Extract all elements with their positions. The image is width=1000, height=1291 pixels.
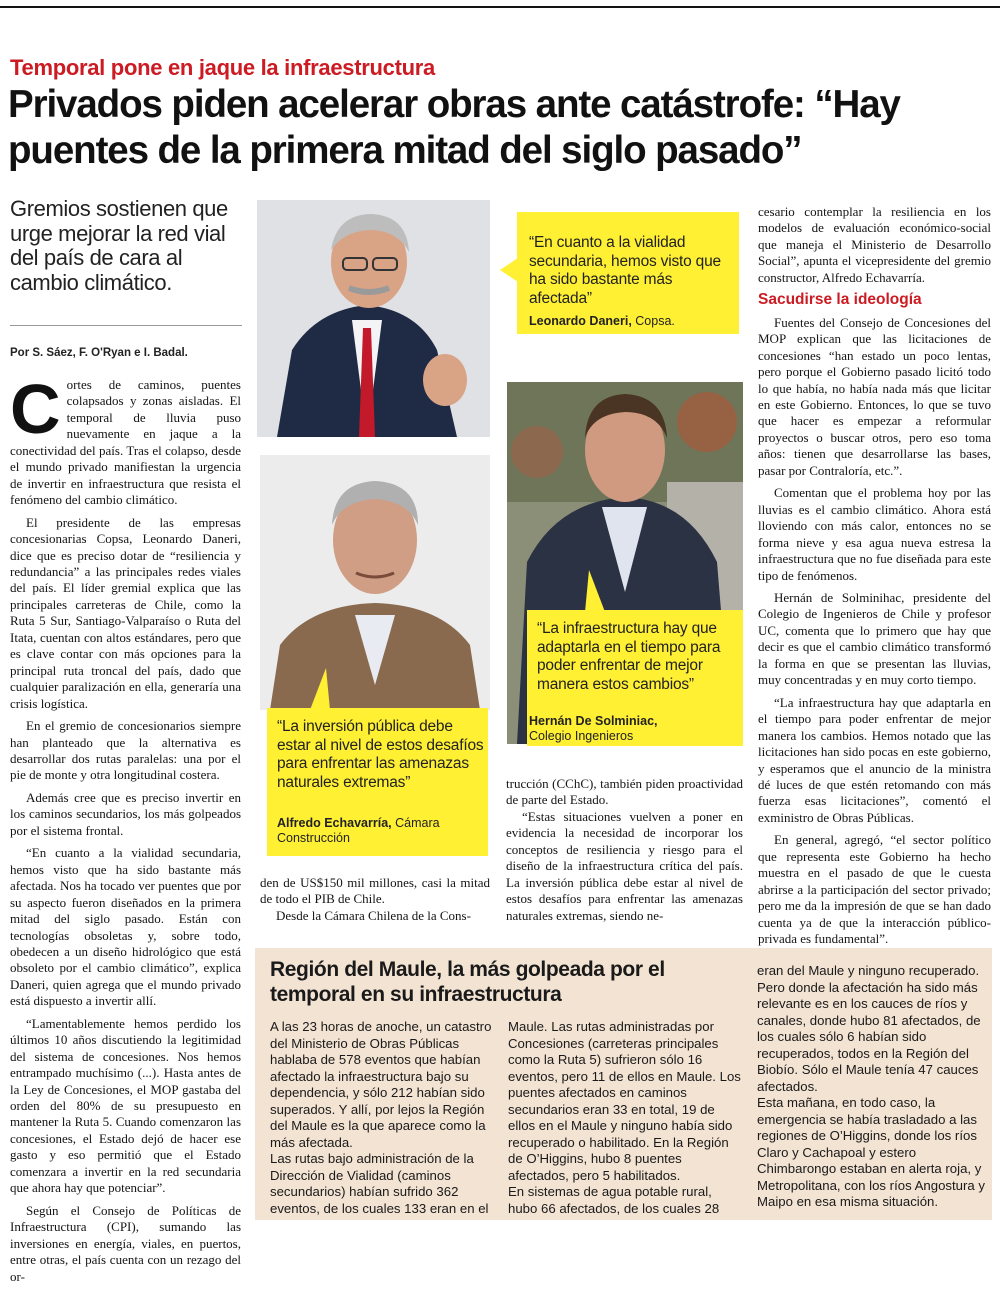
headline: Privados piden acelerar obras ante catástrofe: “Hay puentes de la primera mitad del siglo pasado” [8, 83, 900, 172]
paragraph: eran del Maule y ninguno recuperado. Pero donde la afectación ha sido más relevante es en los cauces de ríos y canales, donde hubo 81 afectados, de los cuales sólo 6 habían sido recuperados, todos en la Región del Biobío. Sólo el Maule tenía 47 cauces afectados. [757, 963, 981, 1094]
paragraph: Según el Consejo de Políticas de Infraestructura (CPI), sumando las inversiones en energía, viales, en puertos, entre otras, el país cuenta con un rezago del or- [10, 1202, 241, 1284]
quote-affiliation: Copsa. [635, 314, 675, 328]
paragraph: cesario contemplar la resiliencia en los modelos de evaluación económico-social que maneja el Ministerio de Desarrollo Social”, apunta el vicepresidente del gremio constructor, Alfredo Echavarría. [758, 204, 991, 285]
quote-affiliation: Cámara Construcción [277, 816, 440, 845]
photo-leonardo-daneri [257, 200, 490, 437]
paragraph: Hernán de Solminihac, presidente del Colegio de Ingenieros de Chile y profesor UC, comenta que lo primero que hay que decir es que el cambio climático transformó la forma en que se presentan las lluvias, muy concentradas y en muy corto tiempo. [758, 589, 991, 688]
quote-pointer [585, 570, 605, 612]
quote-attribution [529, 714, 739, 744]
divider [10, 325, 242, 326]
quote-name: Alfredo Echavarría, [277, 816, 392, 830]
dropcap: C [10, 370, 61, 448]
paragraph: Desde la Cámara Chilena de la Cons- [276, 907, 471, 923]
paragraph: Además cree que es preciso invertir en los caminos secundarios, los más golpeados por el sistema frontal. [10, 789, 241, 838]
box-column-3 [757, 963, 987, 1211]
quote-name: Leonardo Daneri, [529, 314, 632, 328]
quote-affiliation: Colegio Ingenieros [529, 729, 634, 743]
paragraph: Las rutas bajo administración de la Dirección de Vialidad (caminos secundarios) habían sufrido 362 eventos, de los cuales 133 eran en el [270, 1151, 489, 1216]
photo-alfredo-echavarria [260, 455, 490, 710]
paragraph: den de US$150 mil millones, casi la mitad de todo el PIB de Chile. [260, 875, 490, 907]
kicker: Temporal pone en jaque la infraestructura [10, 55, 435, 80]
top-rule [0, 6, 1000, 8]
paragraph: Fuentes del Consejo de Concesiones del MOP explican que las licitaciones de concesiones “han estado un poco lentas, pero porque el Gobierno pasado licitó todo lo que había, no había nada más que licitar en este Gobierno. Entonces, lo que se tuvo que hacer es empezar a reformular proyectos o buscar otros, pero eso toma años: tienen que desarrollarse las bases, pasar por Contraloría, etc.”. [758, 314, 991, 478]
body-column-2 [260, 875, 490, 924]
paragraph: Comentan que el problema hoy por las lluvias es el cambio climático. Ahora está lloviendo con más calor, entonces no se forma nieve y esa agua nueva estresa la infraestructura que no fue diseñada para este tipo de fenómenos. [758, 485, 991, 583]
box-title: Región del Maule, la más golpeada por el temporal en su infraestructura [270, 958, 665, 1006]
pull-quote-daneri [517, 212, 739, 334]
quote-text: “La infraestructura hay que adaptarla en el tiempo para poder enfrentar de mejor manera estos cambios” [537, 620, 721, 693]
byline: Por S. Sáez, F. O'Ryan e I. Badal. [10, 347, 188, 359]
quote-name: Hernán De Solminiac, [529, 714, 658, 728]
paragraph: ortes de caminos, puentes colapsados y zonas aisladas. El temporal de lluvia puso nuevamente en jaque a la conectividad del país. Tras el colapso, desde el mundo privado manifiestan la urgencia de invertir en infraestructura que resista el fenómeno del cambio climático. [10, 377, 241, 508]
paragraph: En el gremio de concesionarios siempre han planteado que la alternativa es desarrollar dos rutas paralelas: una por el pie de monte y otra longitudinal costera. [10, 718, 241, 783]
pull-quote-solminiac [527, 610, 743, 746]
paragraph: Esta mañana, en todo caso, la emergencia se había trasladado a las regiones de O’Higgins, donde los ríos Claro y Cachapoal y estero Chimbarongo estaban en alerta roja, y Metropolitana, con los ríos Angostura y Maipo en esa misma situación. [757, 1095, 985, 1209]
body-column-4 [758, 204, 991, 953]
subhead: Gremios sostienen que urge mejorar la red vial del país de cara al cambio climático. [10, 196, 228, 295]
quote-attribution [529, 314, 734, 329]
section-heading: Sacudirse la ideología [758, 291, 922, 309]
quote-pointer [310, 668, 330, 710]
body-column-3 [506, 776, 743, 924]
paragraph: Maule. Las rutas administradas por Concesiones (carreteras principales como la Ruta 5) sufrieron sólo 16 eventos, pero 11 de ellos en Maule. Los puentes afectados en caminos secundarios eran 33 en total, 19 de ellos en el Maule y ninguno había sido recuperado o habilitado. En la Región de O’Higgins, hubo 8 puentes afectados, pero 5 habilitados. [508, 1019, 741, 1183]
paragraph: “Lamentablemente hemos perdido los últimos 10 años discutiendo la legitimidad del sistema de concesiones. Nos hemos entrampado muchísimo (...). Hasta antes de la Ley de Concesiones, el MOP gastaba del orden del 80% de su presupuesto en mantener la Ruta 5. Cuando comenzaron las concesiones, el Estado dejó de hacer ese gasto y eso permitió que el Estado comenzara a invertir en la red secundaria que ahora hay que potenciar”. [10, 1015, 241, 1196]
paragraph: A las 23 horas de anoche, un catastro del Ministerio de Obras Públicas hablaba de 578 eventos que habían afectado la infraestructura bajo su dependencia, y sólo 212 habían sido superados. Y allí, por lejos la Región del Maule es la que aparece como la más afectada. [270, 1019, 492, 1150]
quote-pointer [500, 258, 518, 282]
pull-quote-echavarria [267, 708, 488, 856]
box-column-1 [270, 1019, 498, 1217]
paragraph: trucción (CChC), también piden proactividad de parte del Estado. [506, 776, 743, 808]
quote-attribution [277, 816, 482, 846]
body-column-1 [10, 370, 241, 1291]
paragraph: En general, agregó, “el sector político que representa este Gobierno ha hecho muestra en el pasado de que le cuesta abrirse a la participación del sector privado; pero me da la impresión de que se han dado cuenta ya de que la interacción público-privada es fundamental”. [758, 832, 991, 947]
paragraph: “La infraestructura hay que adaptarla en el tiempo para poder enfrentar de mejor manera los cambios. Hemos notado que las licitaciones han sido pocas en este gobierno, y esperamos que el anuncio de la ministra dé luces de que estén retomando con más fuerza esas licitaciones”, comentó el exministro de Obras Públicas. [758, 694, 991, 825]
paragraph: “En cuanto a la vialidad secundaria, hemos visto que ha sido bastante más afectada. Nos ha tocado ver puentes que por su aspecto fueron diseñados en la primera mitad del siglo pasado. Están con tecnologías obsoletas y, sobre todo, obedecen a un diseño hidrológico que está obsoleto por el cambio climático”, explica Daneri, quien agrega que el mundo privado está dispuesto a invertir allí. [10, 845, 241, 1009]
box-column-2 [508, 1019, 742, 1217]
paragraph: El presidente de las empresas concesionarias Copsa, Leonardo Daneri, dice que es preciso dotar de “resiliencia y redundancia” a las principales redes viales del país. El líder gremial explica que las principales carreteras de Chile, como la Ruta 5 Sur, Santiago-Valparaíso o Ruta del Itata, cuentan con altos estándares, pero que es clave contar con más opciones para la principal ruta troncal del país, dado que cualquier paralización en ella, generaría una crisis logística. [10, 514, 241, 711]
quote-text: “La inversión pública debe estar al nivel de estos desafíos para enfrentar las amenazas naturales extremas” [277, 718, 484, 791]
paragraph: En sistemas de agua potable rural, hubo 66 afectados, de los cuales 28 [508, 1184, 720, 1216]
quote-text: “En cuanto a la vialidad secundaria, hemos visto que ha sido bastante más afectada” [529, 234, 721, 307]
paragraph: “Estas situaciones vuelven a poner en evidencia la necesidad de incorporar los conceptos de resiliencia y riesgo para el diseño de la infraestructura crítica del país. La inversión pública debe estar al nivel de estos desafíos para enfrentar las amenazas naturales extremas, siendo ne- [506, 808, 743, 923]
